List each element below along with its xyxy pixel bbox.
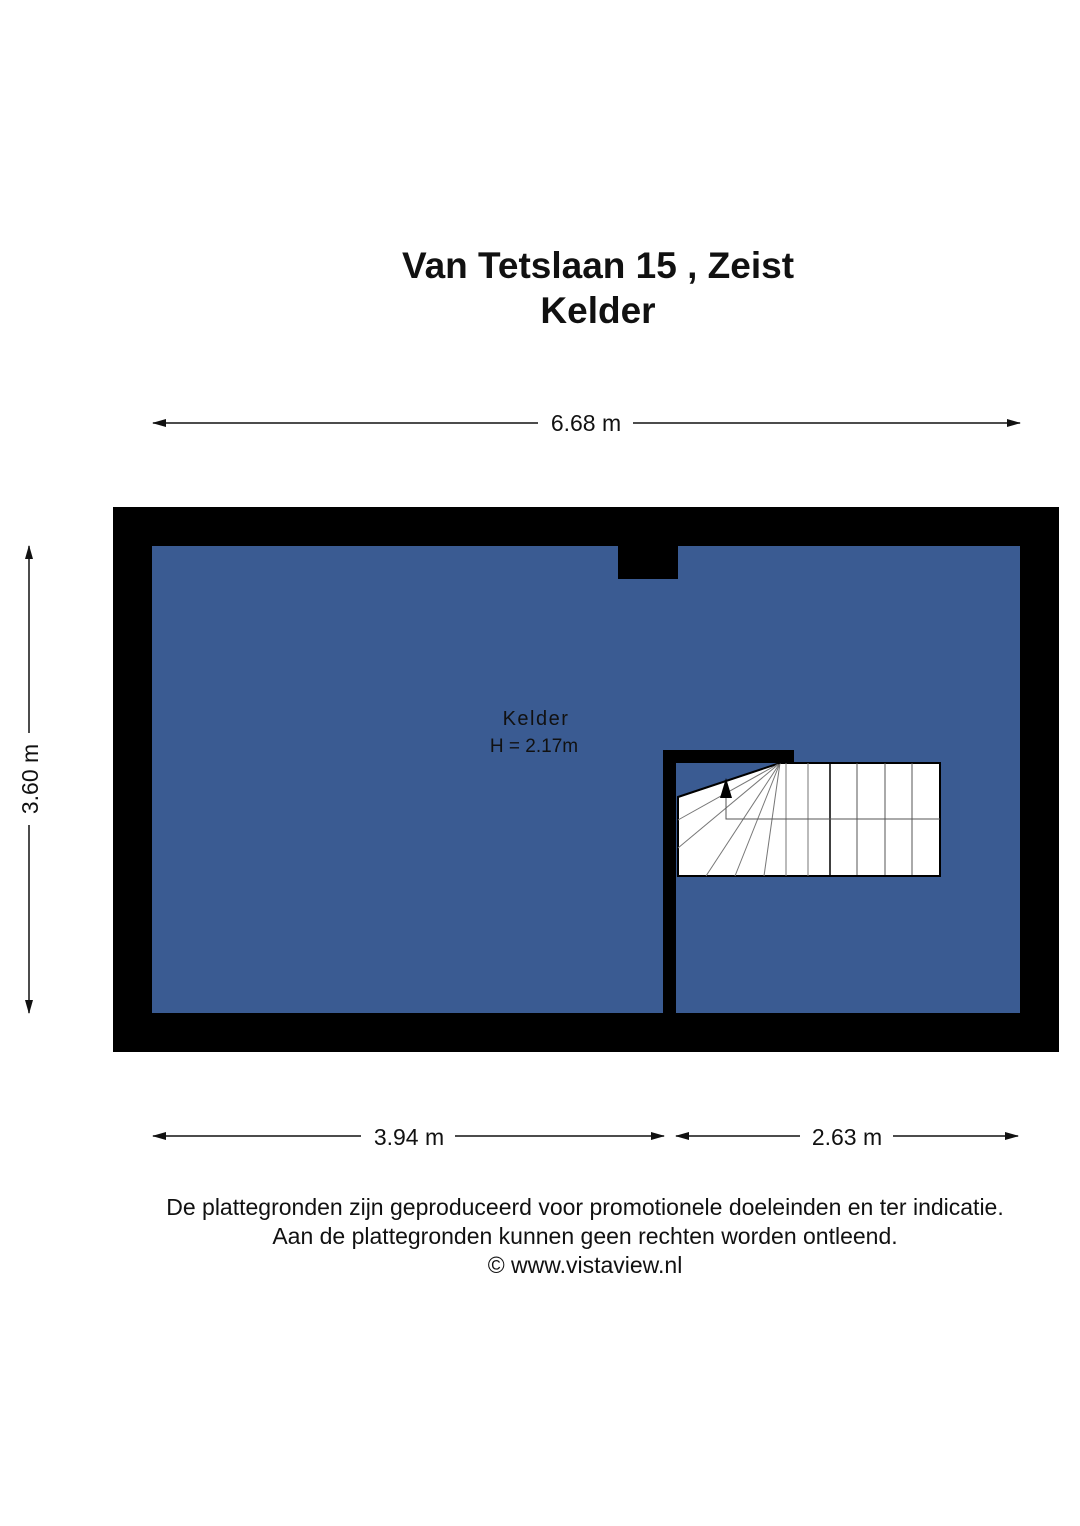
stair-wall-top [663, 750, 794, 763]
wall-notch [618, 546, 678, 579]
room-label-height: H = 2.17m [489, 736, 579, 757]
dimension-bottom-right-label: 2.63 m [811, 1124, 883, 1150]
dimension-top-width [153, 410, 1020, 436]
room-label-name: Kelder [502, 708, 570, 730]
dimension-left-height [17, 546, 43, 1013]
interior-wall [663, 750, 676, 1013]
dimension-bottom-left-label: 3.94 m [373, 1124, 445, 1150]
plan-title-address: Van Tetslaan 15 , Zeist [401, 245, 795, 286]
dimension-top-width-label: 6.68 m [550, 410, 622, 436]
copyright-line: © www.vistaview.nl [487, 1252, 683, 1278]
dimension-bottom-right [676, 1124, 1018, 1150]
dimension-left-height-label: 3.60 m [17, 743, 43, 815]
dimension-bottom-left [153, 1124, 664, 1150]
disclaimer-line-1: De plattegronden zijn geproduceerd voor promotionele doeleinden en ter indicatie. [166, 1194, 1004, 1220]
disclaimer-line-2: Aan de plattegronden kunnen geen rechten worden ontleend. [272, 1223, 898, 1249]
plan-title-floor: Kelder [540, 290, 656, 331]
disclaimer [0, 1193, 1080, 1280]
